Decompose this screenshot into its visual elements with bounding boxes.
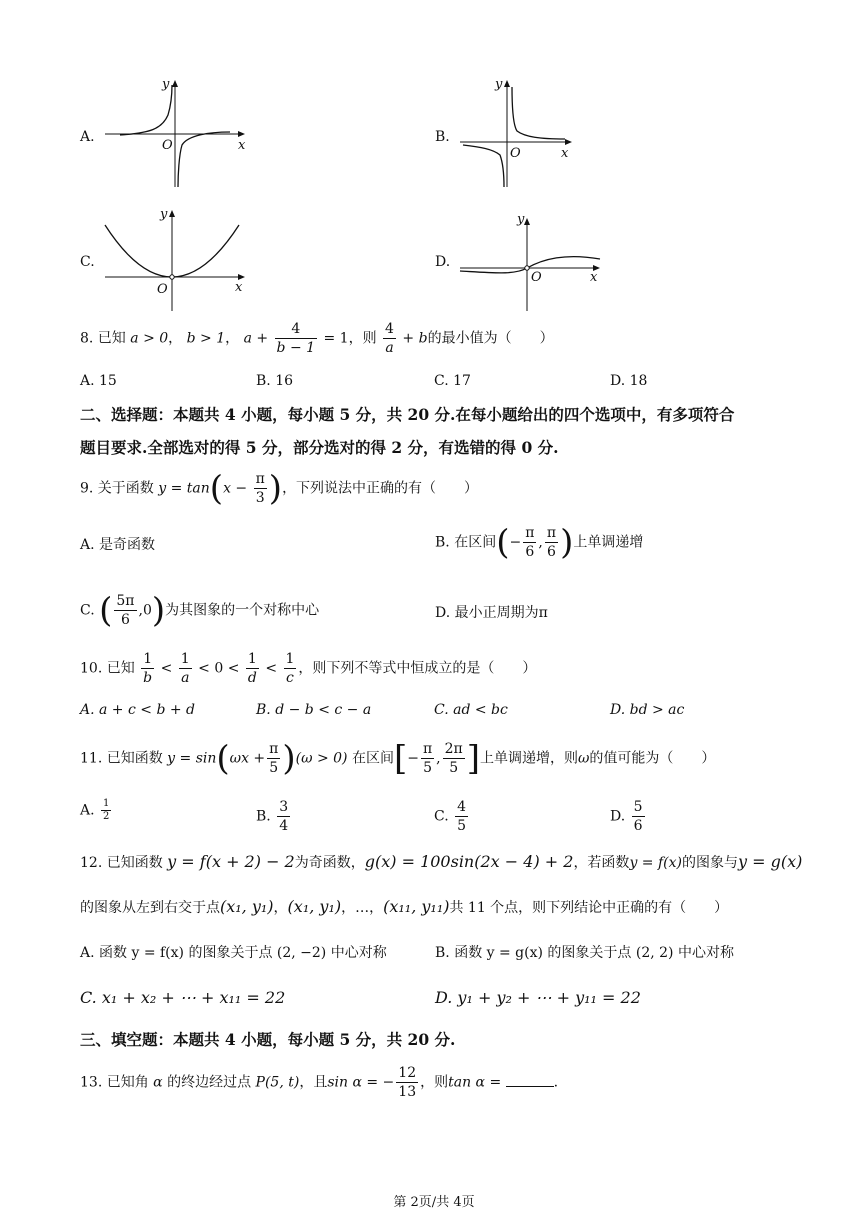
question-13 xyxy=(80,1064,558,1101)
q8-expr-tail: + b xyxy=(402,330,428,347)
q13-alpha: α xyxy=(153,1074,163,1091)
q11-interval: 在区间 xyxy=(351,750,394,767)
q10-frac-a: $\frac{1}{a}$ xyxy=(180,651,190,686)
question-12-line-1 xyxy=(80,852,802,873)
q8-cond-a: a > 0 xyxy=(130,330,169,347)
q10-option-b: B. d − b < c − a xyxy=(256,702,372,718)
q13-lead: 13. 已知角 xyxy=(80,1074,149,1091)
graph-b-origin: O xyxy=(510,146,521,161)
q10-option-a: A. a + c < b + d xyxy=(80,702,196,718)
q12-option-b: B. 函数 y = g(x) 的图象关于点 (2, 2) 中心对称 xyxy=(435,945,734,961)
q11-neg: − xyxy=(407,750,419,767)
q10-mid: < 0 < xyxy=(198,660,240,677)
q10-frac-d: $\frac{1}{d}$ xyxy=(247,651,257,686)
q8-ask: 的最小值为（ ） xyxy=(427,330,554,347)
q11-tail: 上单调递增，则 xyxy=(480,750,578,767)
q11-ask: 的值可能为（ ） xyxy=(589,750,716,767)
graph-d-y-label: y xyxy=(517,212,525,227)
q11-func: y = sin xyxy=(167,750,217,767)
q12-line2-tail: 共 11 个点，则下列结论中正确的有（ ） xyxy=(449,900,729,916)
q13-sin: sin α = − xyxy=(327,1074,395,1091)
q9-lead: 9. 关于函数 xyxy=(80,480,154,497)
graph-option-d xyxy=(455,205,605,315)
q11-d-frac: $\frac{5}{6}$ xyxy=(633,799,643,834)
q12-option-a: A. 函数 y = f(x) 的图象关于点 (2, −2) 中心对称 xyxy=(80,945,387,961)
q12-dots: ，…， xyxy=(341,900,384,916)
q11-frac: $\frac{\pi}{5}$ xyxy=(269,741,279,776)
section-2-line-1: 二、选择题：本题共 4 小题，每小题 5 分，共 20 分.在每小题给出的四个选项中，有多项符合 xyxy=(80,405,735,424)
q10-option-d: D. bd > ac xyxy=(610,702,685,718)
q12-g2: y = g(x) xyxy=(737,852,803,871)
q8-then: ，则 xyxy=(348,330,377,347)
q8-option-b: B. 16 xyxy=(256,373,294,389)
q9-c-tail: 为其图象的一个对称中心 xyxy=(165,602,320,619)
q12-f: y = f(x + 2) − 2 xyxy=(167,852,295,871)
q8-cond-b: b > 1 xyxy=(186,330,226,347)
q8-number: 8. 已知 xyxy=(80,330,126,347)
q12-f2: y = f(x) xyxy=(629,855,682,871)
option-c-label: C. xyxy=(80,254,95,270)
q10-lt-1: < xyxy=(160,660,173,677)
q13-end: . xyxy=(553,1074,559,1091)
q9-c-label: C. xyxy=(80,602,95,619)
section-2-line-2: 题目要求.全部选对的得 5 分，部分选对的得 2 分，有选错的得 0 分. xyxy=(80,438,559,457)
q12-g: g(x) = 100sin(2x − 4) + 2 xyxy=(364,852,574,871)
q12-mid: 为奇函数， xyxy=(294,855,365,871)
q13-point: P(5, t) xyxy=(255,1074,300,1091)
q12-point-2: (x₁, y₁) xyxy=(287,897,342,916)
q13-tan: tan α = xyxy=(448,1074,502,1091)
q11-option-c: C. $\frac{4}{5}$ xyxy=(434,799,467,834)
question-10 xyxy=(80,650,536,687)
graph-c-x-label: x xyxy=(235,280,243,295)
q12-lead: 12. 已知函数 xyxy=(80,855,163,871)
q10-frac-b: $\frac{1}{b}$ xyxy=(143,651,153,686)
q11-c-frac: $\frac{4}{5}$ xyxy=(457,799,467,834)
q9-b-frac1: $\frac{\pi}{6}$ xyxy=(525,525,535,560)
q12-mid3: 的图象与 xyxy=(681,855,738,871)
q12-option-d: D. y₁ + y₂ + ⋯ + y₁₁ = 22 xyxy=(435,988,641,1007)
graph-option-b xyxy=(455,75,580,190)
q9-b-frac2: $\frac{\pi}{6}$ xyxy=(546,525,557,560)
q8-frac2: $\frac{4}{a}$ xyxy=(385,321,394,356)
q13-answer-blank[interactable] xyxy=(506,1072,554,1087)
graph-a-origin: O xyxy=(162,138,173,153)
graph-option-a xyxy=(100,75,250,190)
q10-option-c: C. ad < bc xyxy=(434,702,508,718)
q11-cond: (ω > 0) xyxy=(295,750,348,767)
graph-d-x-label: x xyxy=(590,270,598,285)
graph-a-x-label: x xyxy=(238,138,246,153)
q9-option-d: D. 最小正周期为π xyxy=(435,605,548,621)
q8-option-d: D. 18 xyxy=(610,373,648,389)
graph-b-y-label: y xyxy=(495,77,503,92)
q12-mid2: ，若函数 xyxy=(573,855,630,871)
option-d-label: D. xyxy=(435,254,451,270)
question-11: 11. 已知函数 y = sin(ωx + $\frac{\pi}{5}$ )(ω > 0) 在区间[− $\frac{\pi}{5}$ , $\frac{2\pi}{5}$ ]上单调递增，则ω的值可能为（ ） xyxy=(80,738,716,779)
q13-mid: 的终边经过点 xyxy=(167,1074,252,1091)
q9-frac: $\frac{\pi}{3}$ xyxy=(255,471,265,506)
q11-option-b: B. $\frac{3}{4}$ xyxy=(256,799,289,834)
q12-point-3: (x₁₁, y₁₁) xyxy=(383,897,450,916)
q11-omega: ω xyxy=(578,750,590,767)
q11-option-a: A. $\frac{1}{2}$ xyxy=(80,798,110,822)
q11-lead: 11. 已知函数 xyxy=(80,750,163,767)
q11-frac-hi: $\frac{2\pi}{5}$ xyxy=(444,741,463,776)
q9-b-neg: − xyxy=(509,534,522,551)
q10-frac-c: $\frac{1}{c}$ xyxy=(285,651,295,686)
q11-option-d: D. $\frac{5}{6}$ xyxy=(610,799,643,834)
q13-then: ，则 xyxy=(420,1074,449,1091)
graph-a-y-label: y xyxy=(162,77,170,92)
q11-inner: ωx + xyxy=(229,750,266,767)
q9-option-b: B. 在区间(− $\frac{\pi}{6}$ , $\frac{\pi}{6}$ )上单调递增 xyxy=(435,522,644,563)
q9-tail: ，下列说法中正确的有（ ） xyxy=(282,480,479,497)
graph-b-x-label: x xyxy=(561,146,569,161)
q9-option-c: C. ( $\frac{5\pi}{6}$ ,0)为其图象的一个对称中心 xyxy=(80,590,320,631)
q8-option-a: A. 15 xyxy=(80,373,117,389)
graph-c-y-label: y xyxy=(160,207,168,222)
q8-eq-lead: a + xyxy=(243,330,269,347)
q9-option-a: A. 是奇函数 xyxy=(80,537,156,553)
q9-inner: x − xyxy=(223,480,248,497)
graph-c-origin: O xyxy=(157,282,168,297)
q8-eq-tail: = 1 xyxy=(323,330,349,347)
question-8: 8. 已知 a > 0， b > 1， a + $\frac{4}{b - 1}$ = 1，则 $\frac{4}{a}$ + b的最小值为（ ） xyxy=(80,321,554,356)
q9-c-zero: ,0 xyxy=(138,602,152,619)
q9-func: y = tan xyxy=(158,480,210,497)
question-9: 9. 关于函数 y = tan(x − $\frac{\pi}{3}$ )，下列说法中正确的有（ ） xyxy=(80,468,479,509)
graph-d-origin: O xyxy=(531,270,542,285)
q10-lt-2: < xyxy=(265,660,278,677)
q8-frac1: $\frac{4}{b - 1}$ xyxy=(276,321,316,356)
q12-option-c: C. x₁ + x₂ + ⋯ + x₁₁ = 22 xyxy=(80,988,286,1007)
q11-a-frac: $\frac{1}{2}$ xyxy=(103,798,110,822)
q8-option-c: C. 17 xyxy=(434,373,471,389)
q10-lead: 10. 已知 xyxy=(80,660,135,677)
section-3-title: 三、填空题：本题共 4 小题，每小题 5 分，共 20 分. xyxy=(80,1030,456,1049)
q13-comma: ，且 xyxy=(299,1074,328,1091)
q12-point-1: (x₁, y₁) xyxy=(220,897,274,916)
q13-frac: $\frac{12}{13}$ xyxy=(398,1065,417,1100)
q11-frac-lo: $\frac{\pi}{5}$ xyxy=(422,741,433,776)
q11-b-frac: $\frac{3}{4}$ xyxy=(279,799,289,834)
q9-c-frac: $\frac{5\pi}{6}$ xyxy=(116,593,135,628)
q10-tail: ，则下列不等式中恒成立的是（ ） xyxy=(298,660,537,677)
q9-b-tail: 上单调递增 xyxy=(573,534,644,551)
q9-b-lead: B. 在区间 xyxy=(435,534,497,551)
option-b-label: B. xyxy=(435,129,450,145)
page-footer: 第 2页/共 4页 xyxy=(393,1195,475,1210)
graph-option-c xyxy=(100,205,250,315)
option-a-label: A. xyxy=(80,129,95,145)
question-12-line-2: 的图象从左到右交于点(x₁, y₁)，(x₁, y₁)，…，(x₁₁, y₁₁)共 11 个点，则下列结论中正确的有（ ） xyxy=(80,897,729,916)
q12-line2-lead: 的图象从左到右交于点 xyxy=(80,900,220,916)
